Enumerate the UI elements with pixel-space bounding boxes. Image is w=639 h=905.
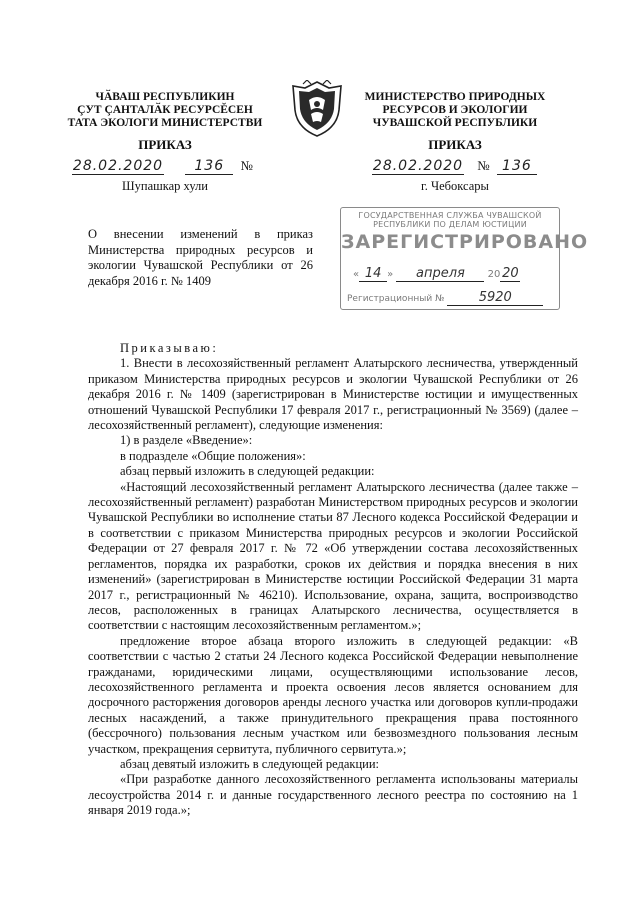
- order-label-right: ПРИКАЗ: [428, 137, 482, 152]
- city-chuvash: Шупашкар хули: [122, 179, 208, 193]
- paragraph-5: «Настоящий лесохозяйственный регламент Алатырского лесничества (далее также – лесохозяйственный регламент) разработан Министерством природных ресурсов и экологии Чувашской Республики во исполнение статьи 87 Лесного кодекса Российской Федерации и в соответствии с приказом Министерства природных ресурсов и экологии Российской Федерации от 27 февраля 2017 г. № 72 «Об утверждении состава лесохозяйственных регламентов, порядка их разработки, сроков их действия и порядка внесения в них изменений» (зарегистрирован в Министерстве юстиции Российской Федерации 31 марта 2017 г., регистрационный № 46210). Использование, охрана, защита, воспроизводство лесов, расположенных в границах Алатырского лесничества, осуществляется в соответствии с настоящим лесохозяйственным регламентом.»;: [88, 479, 578, 633]
- stamp-registered: ЗАРЕГИСТРИРОВАНО: [341, 231, 589, 253]
- header-left-line-3: ТАТА ЭКОЛОГИ МИНИСТЕРСТВИ: [67, 117, 263, 129]
- header-left-line-2: ÇУТ ÇАНТАЛӐК РЕСУРСĔСЕН: [77, 104, 253, 116]
- header-right-line-2: РЕСУРСОВ И ЭКОЛОГИИ: [382, 104, 528, 116]
- stamp-agency: [341, 211, 559, 229]
- order-label-left: ПРИКАЗ: [138, 137, 192, 152]
- paragraph-8: «При разработке данного лесохозяйственного регламента использованы материалы лесоустройства 2014 г. и данные государственного лесного реестра по состоянию на 1 января 2019 года.»;: [88, 772, 578, 818]
- paragraph-4: абзац первый изложить в следующей редакции:: [120, 464, 375, 479]
- header-right-line-3: ЧУВАШСКОЙ РЕСПУБЛИКИ: [372, 117, 538, 129]
- stamp-year-prefix: 20: [487, 269, 501, 280]
- document-title: О внесении изменений в приказ Министерства природных ресурсов и экологии Чувашской Республики от 26 декабря 2016 г. № 1409: [88, 227, 313, 288]
- paragraph-1: 1. Внести в лесохозяйственный регламент Алатырского лесничества, утвержденный приказом Министерства природных ресурсов и экологии Чувашской Республики от 26 декабря 2016 г. № 1409 (зарегистрирован в Министерстве юстиции и имущественных отношений Чувашской Республики 17 февраля 2017 г., регистрационный № 3569) (далее – лесохозяйственный регламент), следующие изменения:: [88, 356, 578, 433]
- stamp-reg-label: Регистрационный №: [347, 294, 445, 304]
- order-date-left: 28.02.2020: [72, 158, 164, 174]
- paragraph-7: абзац девятый изложить в следующей редакции:: [120, 756, 379, 771]
- stamp-line-2: РЕСПУБЛИКИ ПО ДЕЛАМ ЮСТИЦИИ: [373, 220, 527, 229]
- header-chuvash: [60, 91, 270, 130]
- city-russian: г. Чебоксары: [421, 179, 489, 193]
- stamp-line-1: ГОСУДАРСТВЕННАЯ СЛУЖБА ЧУВАШСКОЙ: [358, 211, 542, 220]
- number-sign-right: №: [477, 158, 490, 173]
- stamp-year-suffix: 20: [502, 266, 519, 281]
- paragraph-2: 1) в разделе «Введение»:: [120, 433, 253, 448]
- stamp-month: апреля: [396, 266, 484, 282]
- stamp-date: « 14 » апреля 20 20: [353, 266, 519, 281]
- coat-of-arms-icon: [289, 80, 345, 138]
- header-right-line-1: МИНИСТЕРСТВО ПРИРОДНЫХ: [364, 91, 546, 103]
- header-left-line-1: ЧӐВАШ РЕСПУБЛИКИН: [95, 91, 235, 103]
- order-num-left: 136: [185, 158, 233, 175]
- paragraph-6: предложение второе абзаца второго изложить в следующей редакции: «В соответствии с частью 2 статьи 24 Лесного кодекса Российской Федерации невыполнение гражданами, юридическими лицами, осуществляющими использование лесов, лесохозяйственного регламента и проекта освоения лесов является основанием для досрочного расторжения договоров аренды лесного участка или договоров купли-продажи лесных насаждений, а также принудительного прекращения права постоянного (бессрочного) пользования лесным участком или безвозмездного пользования лесным участком, прекращения сервитута, публичного сервитута.»;: [88, 633, 578, 756]
- paragraph-3: в подразделе «Общие положения»:: [120, 448, 306, 463]
- order-num-right: 136: [497, 158, 537, 175]
- stamp-reg-number: 5920: [447, 290, 543, 306]
- stamp-registration: [347, 290, 543, 306]
- header-russian: [350, 91, 560, 130]
- stamp-day: 14: [359, 266, 387, 282]
- order-number-left: [72, 158, 253, 175]
- registration-stamp: [340, 207, 589, 310]
- number-sign-left: №: [240, 158, 253, 173]
- order-word: Приказываю:: [120, 341, 219, 355]
- order-date-right: 28.02.2020: [372, 158, 464, 174]
- order-number-right: [372, 158, 537, 175]
- document-body: [88, 341, 578, 819]
